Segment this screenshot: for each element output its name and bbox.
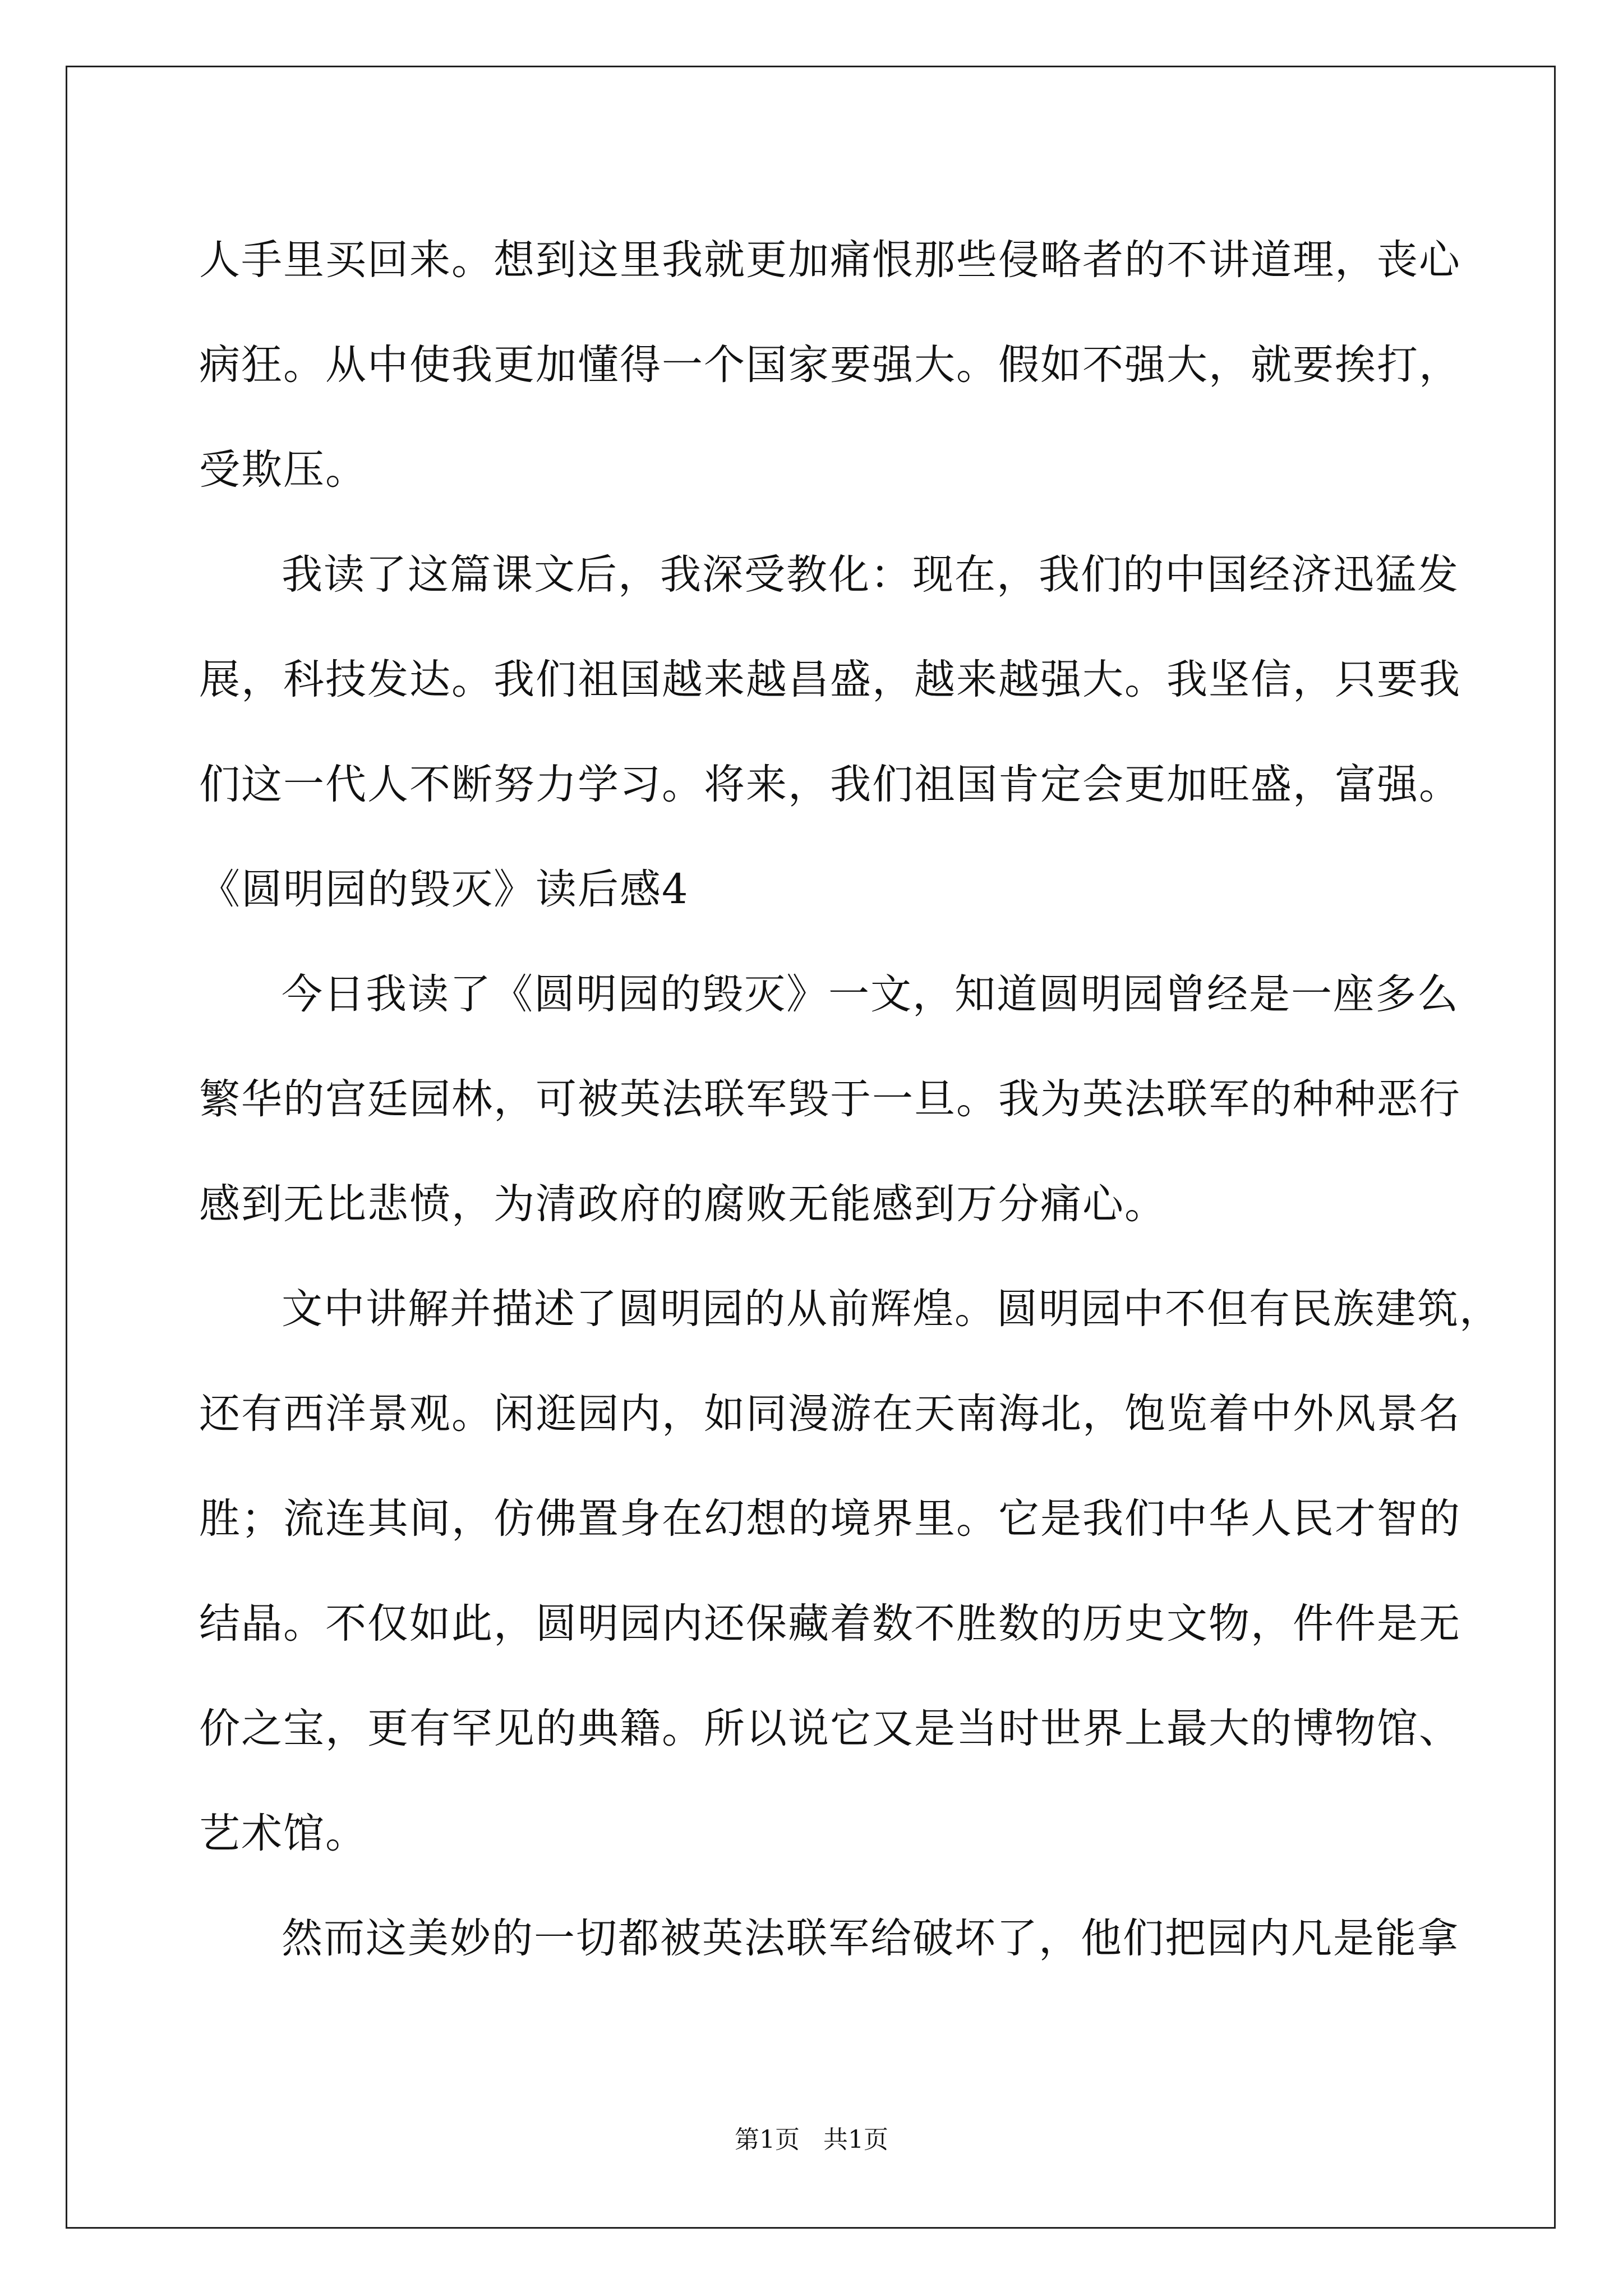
paragraph-start: 今日我读了《圆明园的毁灭》一文，知道圆明园曾经是一座多么 bbox=[282, 970, 1459, 1018]
text-line: 繁华的宫廷园林，可被英法联军毁于一旦。我为英法联军的种种恶行 bbox=[199, 1075, 1461, 1123]
text-line: 感到无比悲愤，为清政府的腐败无能感到万分痛心。 bbox=[199, 1180, 1166, 1228]
text-line: 们这一代人不断努力学习。将来，我们祖国肯定会更加旺盛，富强。 bbox=[199, 761, 1461, 808]
section-heading: 《圆明园的毁灭》读后感4 bbox=[199, 866, 689, 913]
paragraph-start: 然而这美妙的一切都被英法联军给破坏了，他们把园内凡是能拿 bbox=[282, 1915, 1459, 1962]
text-line: 胜；流连其间，仿佛置身在幻想的境界里。它是我们中华人民才智的 bbox=[199, 1495, 1461, 1543]
text-line: 病狂。从中使我更加懂得一个国家要强大。假如不强大，就要挨打， bbox=[199, 341, 1461, 389]
paragraph-start: 文中讲解并描述了圆明园的从前辉煌。圆明园中不但有民族建筑， bbox=[282, 1285, 1501, 1333]
text-line: 价之宝，更有罕见的典籍。所以说它又是当时世界上最大的博物馆、 bbox=[199, 1705, 1461, 1752]
paragraph-start: 我读了这篇课文后，我深受教化：现在，我们的中国经济迅猛发 bbox=[282, 551, 1459, 599]
text-line: 展，科技发达。我们祖国越来越昌盛，越来越强大。我坚信，只要我 bbox=[199, 656, 1461, 703]
document-body bbox=[199, 208, 1501, 1991]
text-line: 结晶。不仅如此，圆明园内还保藏着数不胜数的历史文物，件件是无 bbox=[199, 1600, 1461, 1648]
text-line: 人手里买回来。想到这里我就更加痛恨那些侵略者的不讲道理，丧心 bbox=[199, 236, 1461, 284]
page-footer: 第1页 共1页 bbox=[735, 2125, 888, 2154]
text-line: 艺术馆。 bbox=[199, 1810, 367, 1857]
text-line: 还有西洋景观。闲逛园内，如同漫游在天南海北，饱览着中外风景名 bbox=[199, 1390, 1461, 1438]
text-line: 受欺压。 bbox=[199, 446, 367, 494]
